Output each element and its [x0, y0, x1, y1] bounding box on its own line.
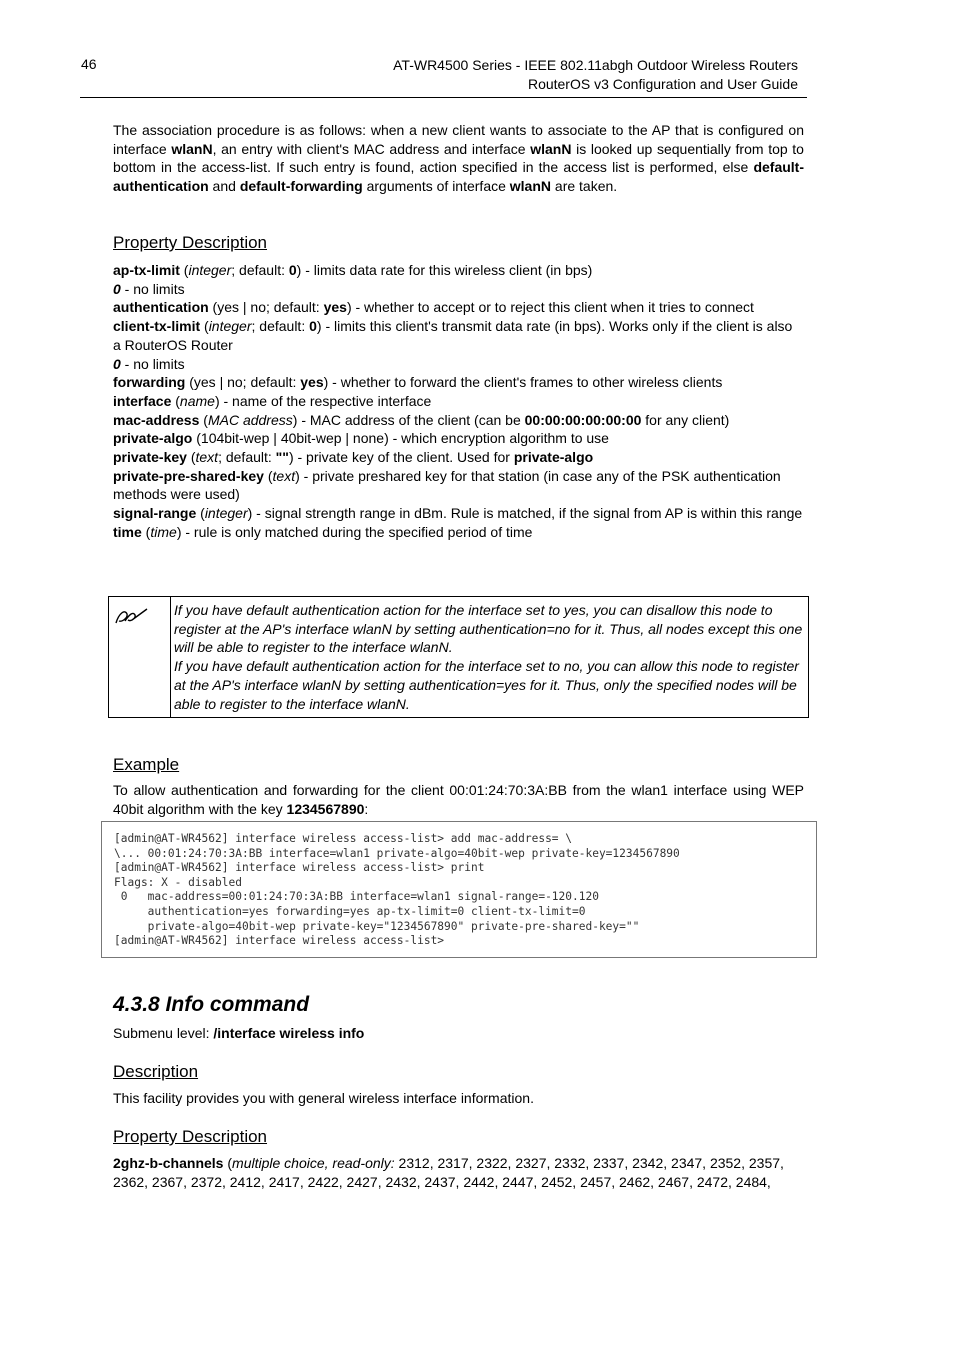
- property-private-algo: private-algo (104bit-wep | 40bit-wep | none) - which encryption algorithm to use: [113, 430, 609, 447]
- property-private-pre-shared-key: private-pre-shared-key (text) - private preshared key for that station (in case any of the PSK authentication methods were used): [113, 467, 781, 503]
- property-2ghz-b-channels: 2ghz-b-channels (multiple choice, read-only: 2312, 2317, 2322, 2327, 2332, 2337, 2342, 2347, 2352, 2357, 2362, 2367, 2372, 2412, 2417, 2422, 2427, 2432, 2437, 2442, 2447, 2452, 2457, 2462, 2467, 2472, 2484,: [113, 1155, 784, 1190]
- note-text: [174, 601, 806, 713]
- property-authentication: authentication (yes | no; default: yes) - whether to accept or to reject this client when it tries to connect: [113, 299, 754, 316]
- property-mac-address: mac-address (MAC address) - MAC address of the client (can be 00:00:00:00:00:00 for any client): [113, 411, 730, 428]
- note-paragraph-2: If you have default authentication action for the interface set to no, you can allow this node to register at the AP's interface wlanN by setting authentication=yes for it. Thus, only the specified nodes will be able to register to the interface wlanN.: [174, 658, 799, 712]
- header-title-line-2: RouterOS v3 Configuration and User Guide: [527, 76, 798, 92]
- property-time: time (time) - rule is only matched during the specified period of time: [113, 523, 533, 540]
- property-value-zero: 0 - no limits: [113, 280, 185, 297]
- intro-paragraph: The association procedure is as follows: when a new client wants to associate to the AP that is configured on interface wlanN, an entry with client's MAC address and interface wlanN is looked up sequentially from top to bottom in the access-list. If such entry is found, action specified in the access list is performed, else default-authentication and default-forwarding arguments of interface wlanN are taken.: [113, 122, 804, 195]
- property-client-tx-limit: client-tx-limit (integer; default: 0) - limits this client's transmit data rate (in bps). Works only if the client is also a RouterOS Router: [113, 318, 793, 353]
- property-list: [113, 261, 804, 542]
- property-value-zero: 0 - no limits: [113, 355, 185, 372]
- header-rule: [80, 97, 807, 98]
- note-icon-cell: [109, 597, 171, 717]
- example-paragraph: To allow authentication and forwarding for the client 00:01:24:70:3A:BB from the wlan1 interface using WEP 40bit algorithm with the key 1234567890:: [113, 782, 804, 817]
- header-title-line-1: AT-WR4500 Series - IEEE 802.11abgh Outdoor Wireless Routers: [393, 57, 798, 73]
- page-number: 46: [81, 56, 97, 72]
- note-pen-icon: [113, 605, 149, 632]
- property-private-key: private-key (text; default: "") - private key of the client. Used for private-algo: [113, 449, 594, 466]
- property-interface: interface (name) - name of the respective interface: [113, 392, 432, 409]
- property-ap-tx-limit: ap-tx-limit (integer; default: 0) - limits data rate for this wireless client (in bps): [113, 262, 593, 278]
- note-box: [108, 596, 809, 718]
- property-signal-range: signal-range (integer) - signal strength range in dBm. Rule is matched, if the signal from AP is within this range: [113, 505, 803, 522]
- section-title: 4.3.8 Info command: [113, 993, 310, 1016]
- property-description-heading: Property Description: [113, 233, 268, 252]
- submenu-level: Submenu level: /interface wireless info: [113, 1025, 365, 1041]
- description-heading: Description: [113, 1062, 199, 1081]
- code-block: [101, 821, 817, 958]
- note-paragraph-1: If you have default authentication action for the interface set to yes, you can disallow this node to register at the AP's interface wlanN by setting authentication=no for it. Thus, all nodes except this one will be able to register to the interface wlanN.: [174, 602, 803, 656]
- property-forwarding: forwarding (yes | no; default: yes) - whether to forward the client's frames to other wireless clients: [113, 374, 723, 391]
- running-header: [393, 56, 798, 94]
- description-text: This facility provides you with general wireless interface information.: [113, 1090, 534, 1106]
- code-listing: [admin@AT-WR4562] interface wireless access-list> add mac-address= \ \... 00:01:24:70:3A:BB interface=wlan1 private-algo=40bit-wep private-key=1234567890 [admin@AT-WR4562] interface wireless access-list> print Flags: X - disabled 0 mac-address=00:01:24:70:3A:BB interface=wlan1 signal-range=-120.120 authentication=yes forwarding=yes ap-tx-limit=0 client-tx-limit=0 private-algo=40bit-wep private-key="1234567890" private-pre-shared-key="" [admin@AT-WR4562] interface wireless access-list>: [114, 832, 680, 948]
- example-heading: Example: [113, 755, 180, 774]
- property-description-heading-2: Property Description: [113, 1127, 268, 1146]
